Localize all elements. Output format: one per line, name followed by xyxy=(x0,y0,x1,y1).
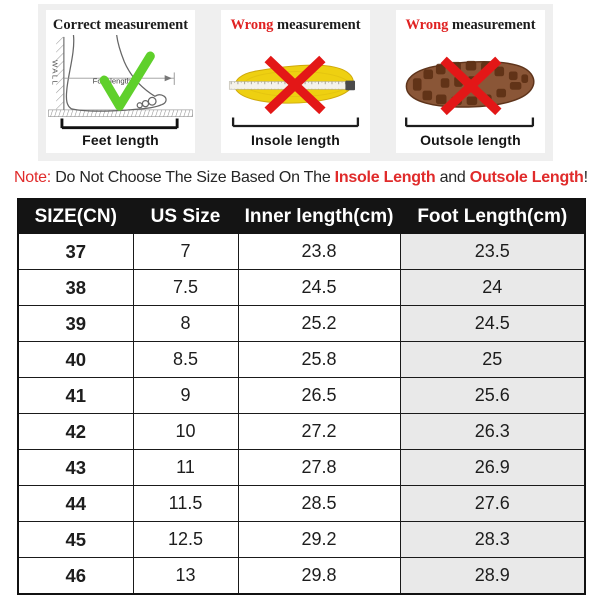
table-row xyxy=(18,306,585,342)
measurement-guide-strip xyxy=(38,4,553,161)
measure-card-insole xyxy=(221,10,370,153)
card-title-word1: Correct xyxy=(52,17,101,33)
cell-foot-length: 25.6 xyxy=(400,378,585,414)
cell-us-size: 7 xyxy=(133,234,238,270)
card-label: Outsole length xyxy=(420,132,521,148)
card-title-word2: measurement xyxy=(452,17,536,33)
cell-foot-length: 24 xyxy=(400,270,585,306)
cell-us-size: 8 xyxy=(133,306,238,342)
cell-us-size: 7.5 xyxy=(133,270,238,306)
cell-size-cn: 38 xyxy=(18,270,133,306)
cell-size-cn: 45 xyxy=(18,522,133,558)
cell-foot-length: 25 xyxy=(400,342,585,378)
cell-size-cn: 46 xyxy=(18,558,133,595)
cell-inner-length: 28.5 xyxy=(238,486,400,522)
measure-card-outsole xyxy=(396,10,545,153)
table-row xyxy=(18,522,585,558)
cell-us-size: 12.5 xyxy=(133,522,238,558)
cell-foot-length: 28.9 xyxy=(400,558,585,595)
table-row xyxy=(18,270,585,306)
cell-inner-length: 29.8 xyxy=(238,558,400,595)
note-part: Outsole Length xyxy=(469,169,584,186)
foot-length-label: Foot length xyxy=(92,76,132,86)
insole-illustration xyxy=(221,35,370,131)
card-title-word2: measurement xyxy=(104,17,189,33)
table-row xyxy=(18,414,585,450)
foot-length-measure-line xyxy=(64,72,174,85)
card-title xyxy=(405,15,535,35)
note-part: ! xyxy=(583,169,588,186)
cell-foot-length: 24.5 xyxy=(400,306,585,342)
cell-size-cn: 37 xyxy=(18,234,133,270)
cell-us-size: 8.5 xyxy=(133,342,238,378)
measure-bracket xyxy=(62,119,177,129)
note-part: Do Not Choose The Size Based On The xyxy=(51,169,335,186)
size-table-body xyxy=(18,234,585,595)
cell-foot-length: 26.3 xyxy=(400,414,585,450)
card-title xyxy=(230,15,360,35)
measure-bracket xyxy=(406,118,533,127)
card-title-word1: Wrong xyxy=(230,17,274,33)
note-part: Note: xyxy=(14,169,51,186)
card-label: Feet length xyxy=(82,132,159,148)
note-part: Insole Length xyxy=(334,169,436,186)
cell-us-size: 10 xyxy=(133,414,238,450)
table-row xyxy=(18,342,585,378)
cell-size-cn: 42 xyxy=(18,414,133,450)
note-line xyxy=(14,168,592,188)
foot-measure-illustration xyxy=(46,35,195,131)
size-table xyxy=(17,198,586,595)
measure-bracket xyxy=(233,118,358,127)
cell-size-cn: 40 xyxy=(18,342,133,378)
cell-inner-length: 27.2 xyxy=(238,414,400,450)
cell-foot-length: 26.9 xyxy=(400,450,585,486)
cell-inner-length: 25.2 xyxy=(238,306,400,342)
cell-size-cn: 44 xyxy=(18,486,133,522)
column-header-size-cn: SIZE(CN) xyxy=(18,199,133,234)
cell-size-cn: 43 xyxy=(18,450,133,486)
card-label: Insole length xyxy=(251,132,340,148)
cell-us-size: 13 xyxy=(133,558,238,595)
cell-us-size: 9 xyxy=(133,378,238,414)
table-row xyxy=(18,450,585,486)
table-row xyxy=(18,558,585,595)
cell-us-size: 11.5 xyxy=(133,486,238,522)
cell-inner-length: 24.5 xyxy=(238,270,400,306)
cell-foot-length: 28.3 xyxy=(400,522,585,558)
size-table-header xyxy=(18,199,585,234)
column-header-inner-length: Inner length(cm) xyxy=(238,199,400,234)
cell-size-cn: 41 xyxy=(18,378,133,414)
cell-inner-length: 23.8 xyxy=(238,234,400,270)
outsole-illustration xyxy=(396,35,545,131)
cell-us-size: 11 xyxy=(133,450,238,486)
wall-label: WALL xyxy=(50,59,60,87)
column-header-us-size: US Size xyxy=(133,199,238,234)
cell-size-cn: 39 xyxy=(18,306,133,342)
cell-foot-length: 27.6 xyxy=(400,486,585,522)
note-part: and xyxy=(435,169,470,186)
table-row xyxy=(18,486,585,522)
card-title xyxy=(53,15,188,35)
cell-inner-length: 25.8 xyxy=(238,342,400,378)
header-row xyxy=(18,199,585,234)
cell-inner-length: 26.5 xyxy=(238,378,400,414)
measure-card-correct xyxy=(46,10,195,153)
cell-foot-length: 23.5 xyxy=(400,234,585,270)
card-title-word1: Wrong xyxy=(405,17,449,33)
column-header-foot-length: Foot Length(cm) xyxy=(400,199,585,234)
card-title-word2: measurement xyxy=(277,17,361,33)
table-row xyxy=(18,234,585,270)
table-row xyxy=(18,378,585,414)
cell-inner-length: 27.8 xyxy=(238,450,400,486)
cell-inner-length: 29.2 xyxy=(238,522,400,558)
